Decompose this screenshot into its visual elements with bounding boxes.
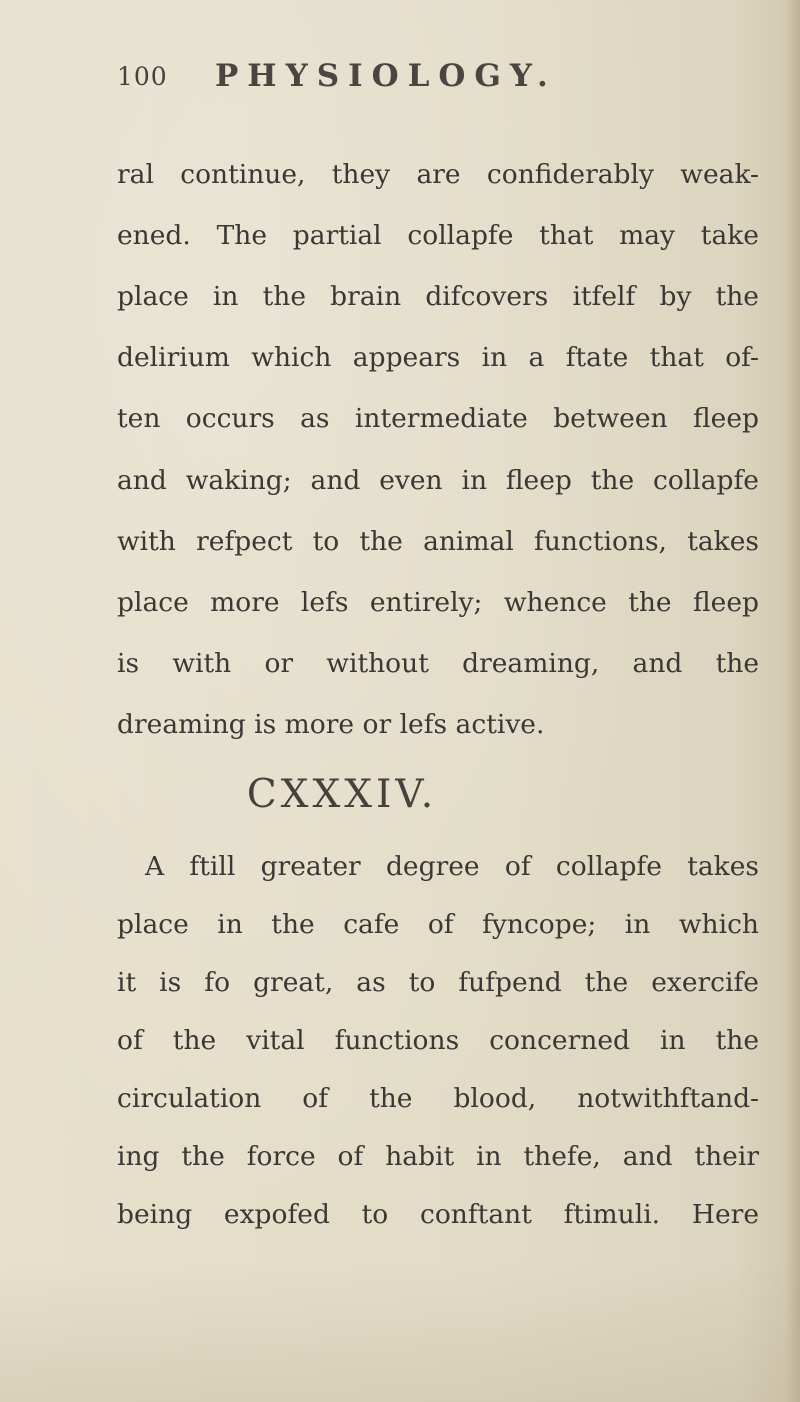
text-line: ten occurs as intermediate between fleep [117,403,759,434]
text-line: ral continue, they are confiderably weak- [117,159,759,190]
text-line: delirium which appears in a ftate that of- [117,342,759,373]
text-line: of the vital functions concerned in the [117,1025,759,1056]
text-line: ened. The partial collapfe that may take [117,220,759,251]
text-line: ing the force of habit in thefe, and their [117,1141,759,1172]
page-bottom-shade [0,1262,800,1402]
text-line: place more lefs entirely; whence the fleep [117,587,759,618]
page-edge-shadow [786,0,800,1402]
section-heading [0,772,800,817]
running-title: PHYSIOLOGY. [215,58,557,94]
text-line: A ftill greater degree of collapfe takes [145,851,759,882]
text-line: being expofed to conftant ftimuli. Here [117,1199,759,1230]
text-line: circulation of the blood, notwithftand- [117,1083,759,1114]
text-line: with refpect to the animal functions, takes [117,526,759,557]
text-line: it is fo great, as to fufpend the exercife [117,967,759,998]
text-line: place in the brain difcovers itfelf by the [117,281,759,312]
page-number: 100 [117,62,168,91]
section-heading-text: CXXXIV. [246,772,438,817]
text-line: is with or without dreaming, and the [117,648,759,679]
page-header [0,58,800,98]
text-line: place in the cafe of fyncope; in which [117,909,759,940]
text-line: dreaming is more or lefs active. [117,709,545,740]
text-line: and waking; and even in fleep the collapfe [117,465,759,496]
